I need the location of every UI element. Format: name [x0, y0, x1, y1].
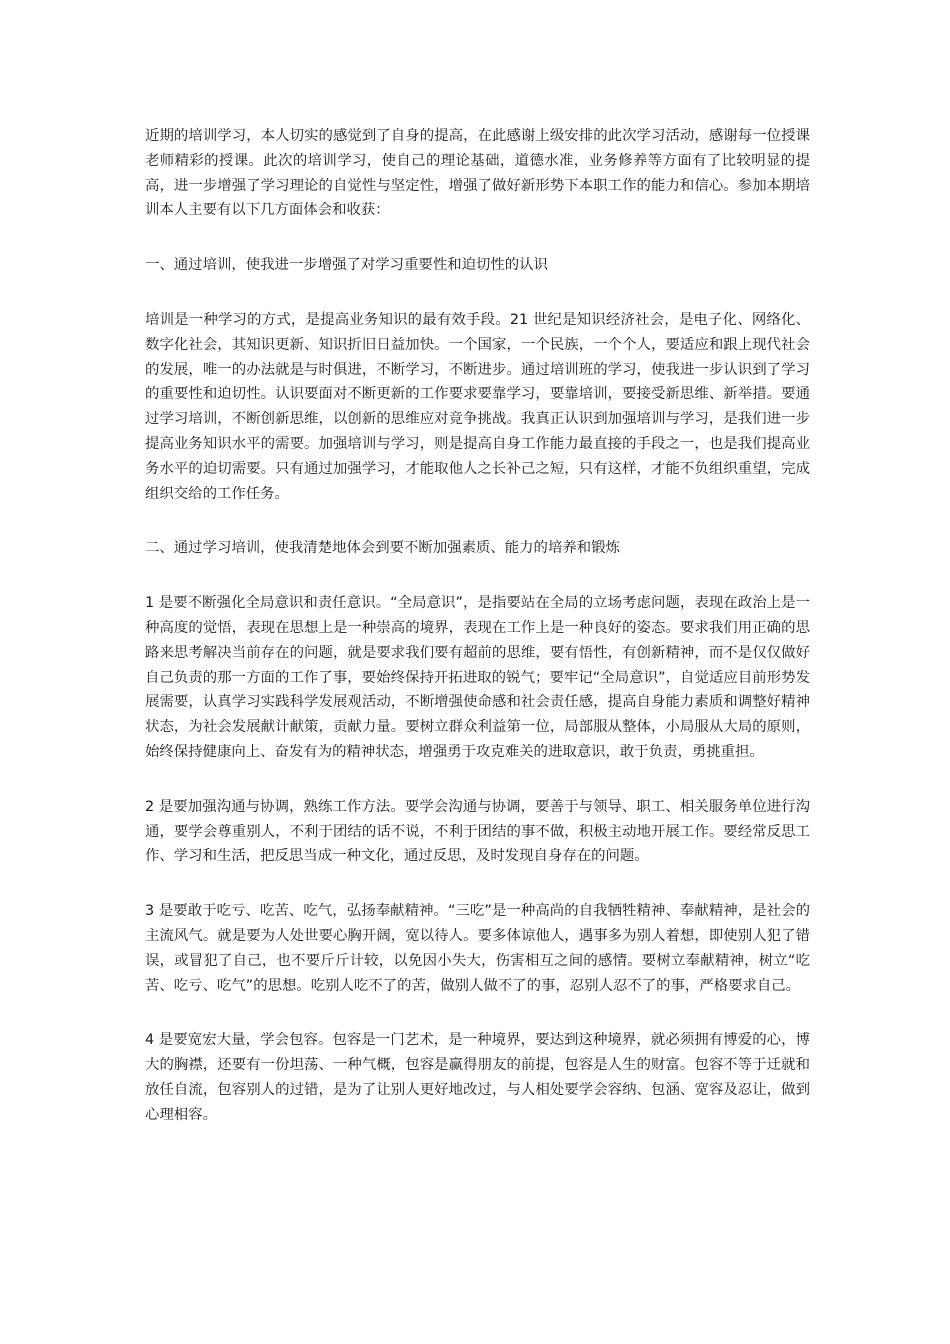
point-3-paragraph: 3 是要敢于吃亏、吃苦、吃气，弘扬奉献精神。“三吃”是一种高尚的自我牺牲精神、奉献精神，是社会的主流风气。就是要为人处世要心胸开阔，宽以待人。要多体谅他人，遇事多为别人着想，即使别人犯了错误，或冒犯了自己，也不要斤斤计较，以免因小失大，伤害相互之间的感情。要树立奉献精神，树立“吃苦、吃亏、吃气”的思想。吃别人吃不了的苦，做别人做不了的事，忍别人忍不了的事，严格要求自己。 — [145, 903, 810, 994]
point-1-paragraph: 1 是要不断强化全局意识和责任意识。“全局意识”，是指要站在全局的立场考虑问题，表现在政治上是一种高度的觉悟，表现在思想上是一种崇高的境界，表现在工作上是一种良好的姿态。要求我们用正确的思路来思考解决当前存在的问题，就是要求我们要有超前的思维，要有悟性，有创新精神，而不是仅仅做好自己负责的那一方面的工作了事，要始终保持开拓进取的锐气；要牢记“全局意识”，自觉适应目前形势发展需要，认真学习实践科学发展观活动，不断增强使命感和社会责任感，提高自身能力素质和调整好精神状态，为社会发展献计献策，贡献力量。要树立群众利益第一位，局部服从整体，小局服从大局的原则，始终保持健康向上、奋发有为的精神状态，增强勇于攻克难关的进取意识，敢于负责，勇挑重担。 — [145, 595, 810, 760]
section-heading-2: 二、通过学习培训，使我清楚地体会到要不断加强素质、能力的培养和锻炼 — [145, 540, 620, 557]
section-1-paragraph: 培训是一种学习的方式，是提高业务知识的最有效手段。21 世纪是知识经济社会，是电子化、网络化、数字化社会，其知识更新、知识折旧日益加快。一个国家，一个民族，一个个人，要适应和跟上现代社会的发展，唯一的办法就是与时俱进，不断学习，不断进步。通过培训班的学习，使我进一步认识到了学习的重要性和迫切性。认识要面对不断更新的工作要求要靠学习，要靠培训，要接受新思维、新举措。要通过学习培训，不断创新思维，以创新的思维应对竞争挑战。我真正认识到加强培训与学习，是我们进一步提高业务知识水平的需要。加强培训与学习，则是提高自身工作能力最直接的手段之一，也是我们提高业务水平的迫切需要。只有通过加强学习，才能取他人之长补己之短，只有这样，才能不负组织重望，完成组织交给的工作任务。 — [145, 311, 810, 502]
point-2-paragraph: 2 是要加强沟通与协调，熟练工作方法。要学会沟通与协调，要善于与领导、职工、相关服务单位进行沟通，要学会尊重别人，不利于团结的话不说，不利于团结的事不做，积极主动地开展工作。要经常反思工作、学习和生活，把反思当成一种文化，通过反思，及时发现自身存在的问题。 — [145, 798, 810, 865]
point-4-paragraph: 4 是要宽宏大量，学会包容。包容是一门艺术，是一种境界，要达到这种境界，就必须拥有博爱的心，博大的胸襟，还要有一份坦荡、一种气概，包容是赢得朋友的前提，包容是人生的财富。包容不等于迁就和放任自流，包容别人的过错，是为了让别人更好地改过，与人相处要学会容纳、包涵、宽容及忍让，做到心理相容。 — [145, 1032, 810, 1123]
document-page — [145, 124, 810, 1158]
intro-paragraph: 近期的培训学习，本人切实的感觉到了自身的提高，在此感谢上级安排的此次学习活动，感谢每一位授课老师精彩的授课。此次的培训学习，使自己的理论基础，道德水准，业务修养等方面有了比较明显的提高，进一步增强了学习理论的自觉性与坚定性，增强了做好新形势下本职工作的能力和信心。参加本期培训本人主要有以下几方面体会和收获： — [145, 128, 810, 219]
section-heading-1: 一、通过培训，使我进一步增强了对学习重要性和迫切性的认识 — [145, 257, 548, 274]
